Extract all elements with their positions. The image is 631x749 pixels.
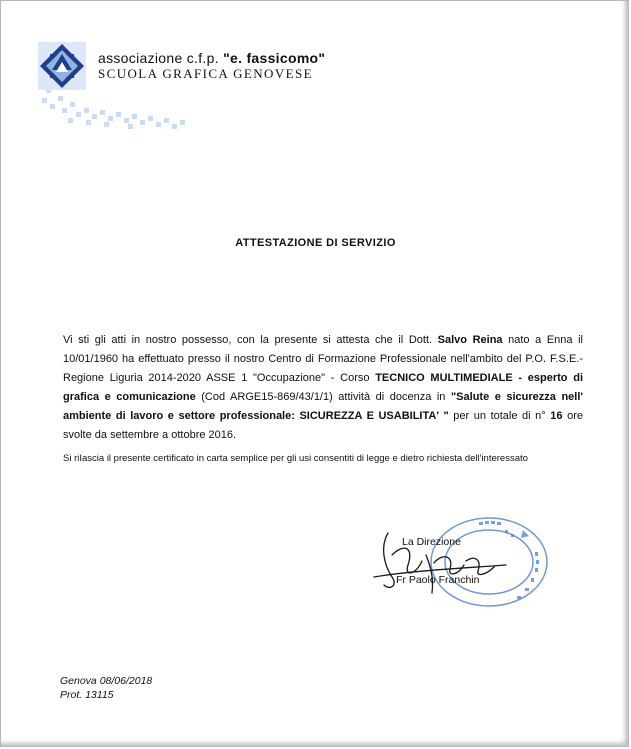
protocol-number: Prot. 13115 — [60, 689, 114, 701]
school-name: SCUOLA GRAFICA GENOVESE — [98, 66, 313, 81]
org-name: associazione c.f.p. "e. fassicomo" — [98, 50, 326, 66]
signature-role: La Direzione — [402, 536, 461, 548]
certificate-body: Vi sti gli atti in nostro possesso, con la presente si attesta che il Dott. Salvo Reina nato a Enna il 10/01/1960 ha effettuato presso il nostro Centro di Formazione Professionale nell'ambito del P.O. F.S.E.- Regione Liguria 2014-2020 ASSE 1 "Occupazione" - Corso TECNICO MULTIMEDIALE - esperto di grafica e comunicazione (Cod ARGE15-869/43/1/1) attività di docenza in "Salute e sicurezza nell' ambiente di lavoro e settore professionale: SICUREZZA E USABILITA' " per un totale di n° 16 ore svolte da settembre a ottobre 2016. — [63, 334, 584, 441]
signatory-name: Fr Paolo Franchin — [396, 574, 480, 586]
document-title: ATTESTAZIONE DI SERVIZIO — [235, 237, 396, 249]
place-date: Genova 08/06/2018 — [60, 675, 153, 687]
school-logo-icon — [36, 40, 88, 92]
usage-note: Si riIascia il presente certificato in carta semplice per gli usi consentiti di legge e dietro richiesta dell'interessato — [63, 453, 528, 464]
